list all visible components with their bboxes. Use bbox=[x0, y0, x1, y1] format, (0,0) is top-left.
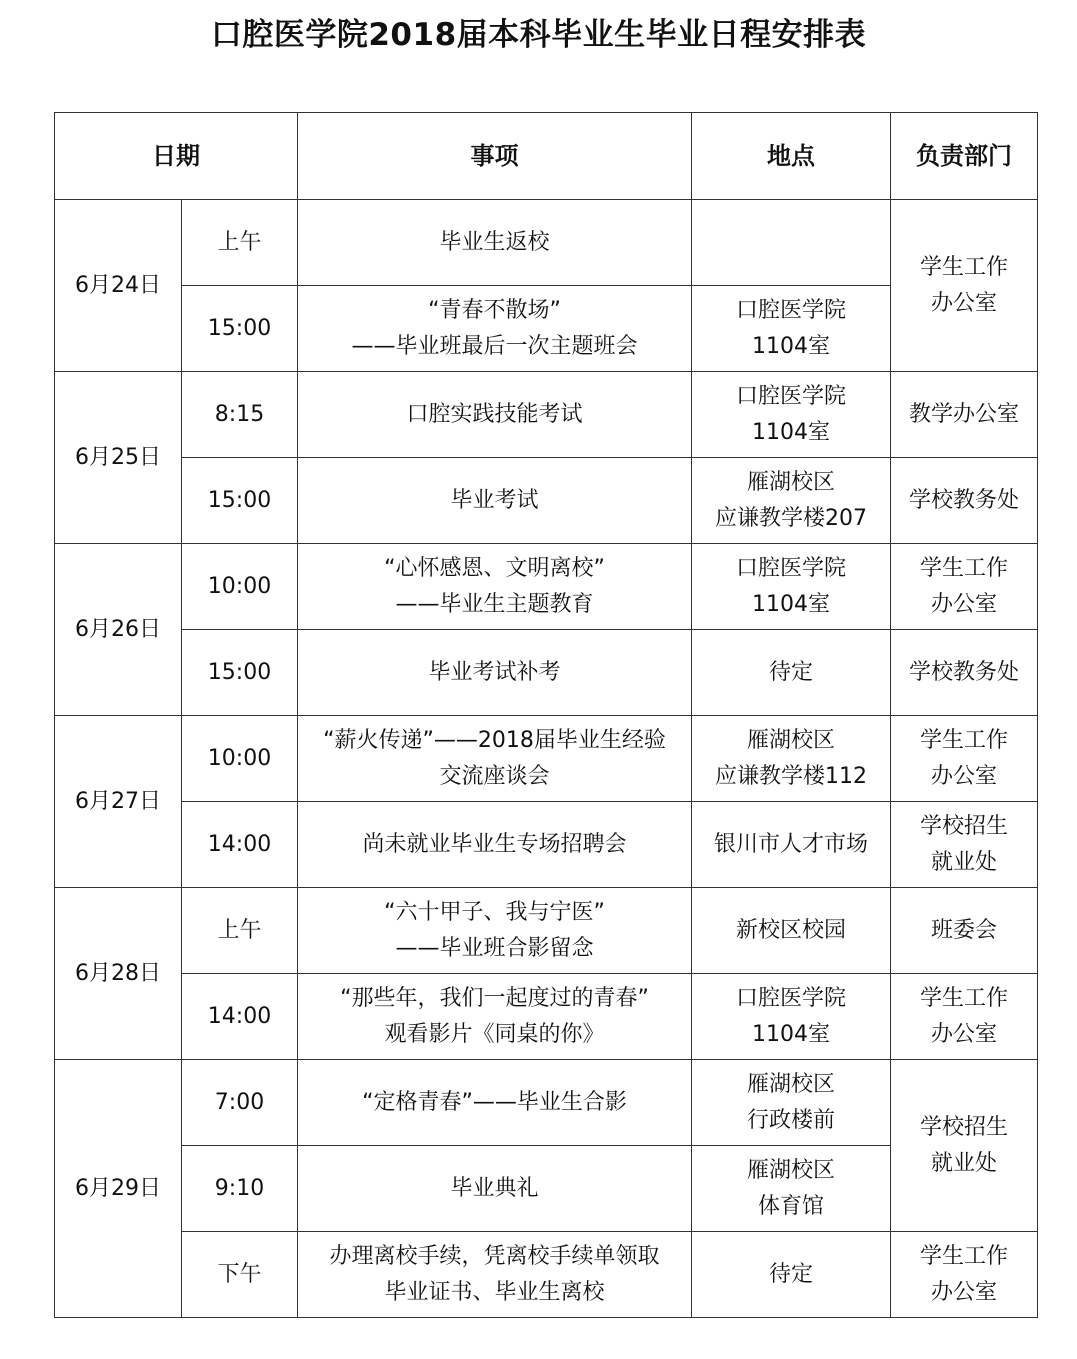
dept-line: 学生工作 bbox=[919, 254, 1008, 280]
table-row bbox=[55, 200, 1038, 286]
location-line: 口腔医学院 bbox=[735, 985, 846, 1011]
location-cell bbox=[692, 1060, 891, 1146]
location-cell bbox=[692, 974, 891, 1060]
header-date: 日期 bbox=[55, 113, 298, 200]
schedule-body bbox=[55, 200, 1038, 1318]
item-cell bbox=[298, 544, 692, 630]
dept-line: 就业处 bbox=[930, 1150, 997, 1176]
dept-cell bbox=[891, 630, 1038, 716]
location-line: 应谦教学楼112 bbox=[715, 763, 867, 789]
location-line: 行政楼前 bbox=[746, 1107, 835, 1133]
item-line: 毕业典礼 bbox=[450, 1175, 539, 1201]
table-row bbox=[55, 974, 1038, 1060]
item-line: 毕业证书、毕业生离校 bbox=[384, 1279, 605, 1305]
dept-cell bbox=[891, 974, 1038, 1060]
item-line: “定格青春”——毕业生合影 bbox=[362, 1089, 627, 1115]
item-line: 毕业考试 bbox=[450, 487, 539, 513]
table-row bbox=[55, 286, 1038, 372]
location-cell bbox=[692, 544, 891, 630]
item-cell bbox=[298, 802, 692, 888]
time-cell: 15:00 bbox=[182, 286, 298, 372]
location-line: 新校区校园 bbox=[735, 917, 846, 943]
item-cell bbox=[298, 1232, 692, 1318]
date-cell: 6月24日 bbox=[55, 200, 182, 372]
dept-cell bbox=[891, 1060, 1038, 1232]
item-cell bbox=[298, 200, 692, 286]
date-cell: 6月25日 bbox=[55, 372, 182, 544]
location-line: 待定 bbox=[768, 1261, 813, 1287]
header-dept: 负责部门 bbox=[891, 113, 1038, 200]
dept-line: 班委会 bbox=[930, 917, 997, 943]
dept-line: 学校招生 bbox=[919, 1114, 1008, 1140]
location-line: 待定 bbox=[768, 659, 813, 685]
table-row bbox=[55, 630, 1038, 716]
table-row bbox=[55, 716, 1038, 802]
dept-line: 办公室 bbox=[930, 1279, 997, 1305]
location-line: 1104室 bbox=[752, 1021, 830, 1047]
item-cell bbox=[298, 888, 692, 974]
date-cell: 6月28日 bbox=[55, 888, 182, 1060]
item-cell bbox=[298, 372, 692, 458]
time-cell: 10:00 bbox=[182, 544, 298, 630]
item-line: 尚未就业毕业生专场招聘会 bbox=[362, 831, 627, 857]
table-row bbox=[55, 888, 1038, 974]
time-cell: 15:00 bbox=[182, 458, 298, 544]
schedule-table bbox=[54, 112, 1038, 1318]
dept-cell bbox=[891, 458, 1038, 544]
table-row bbox=[55, 802, 1038, 888]
item-line: 口腔实践技能考试 bbox=[406, 401, 583, 427]
date-cell: 6月27日 bbox=[55, 716, 182, 888]
item-line: 毕业生返校 bbox=[439, 229, 550, 255]
location-line: 口腔医学院 bbox=[735, 297, 846, 323]
time-cell: 14:00 bbox=[182, 802, 298, 888]
dept-line: 学校教务处 bbox=[908, 487, 1019, 513]
location-line: 雁湖校区 bbox=[746, 1071, 835, 1097]
dept-cell bbox=[891, 716, 1038, 802]
location-line: 银川市人才市场 bbox=[713, 831, 868, 857]
item-line: ——毕业班最后一次主题班会 bbox=[351, 333, 638, 359]
dept-line: 办公室 bbox=[930, 591, 997, 617]
table-row bbox=[55, 1146, 1038, 1232]
location-cell bbox=[692, 458, 891, 544]
item-line: “心怀感恩、文明离校” bbox=[384, 555, 605, 581]
location-line: 雁湖校区 bbox=[746, 727, 835, 753]
location-cell bbox=[692, 286, 891, 372]
dept-cell bbox=[891, 372, 1038, 458]
item-line: “六十甲子、我与宁医” bbox=[384, 899, 605, 925]
dept-line: 学生工作 bbox=[919, 555, 1008, 581]
dept-cell bbox=[891, 1232, 1038, 1318]
location-line: 1104室 bbox=[752, 591, 830, 617]
dept-cell bbox=[891, 888, 1038, 974]
item-line: “青春不散场” bbox=[428, 297, 561, 323]
location-line: 雁湖校区 bbox=[746, 469, 835, 495]
item-line: “薪火传递”——2018届毕业生经验 bbox=[323, 727, 666, 753]
time-cell: 7:00 bbox=[182, 1060, 298, 1146]
date-cell: 6月26日 bbox=[55, 544, 182, 716]
location-cell bbox=[692, 1146, 891, 1232]
location-line: 1104室 bbox=[752, 333, 830, 359]
dept-line: 学校教务处 bbox=[908, 659, 1019, 685]
time-cell: 15:00 bbox=[182, 630, 298, 716]
dept-line: 办公室 bbox=[930, 763, 997, 789]
dept-line: 学生工作 bbox=[919, 985, 1008, 1011]
dept-line: 办公室 bbox=[930, 290, 997, 316]
time-cell: 9:10 bbox=[182, 1146, 298, 1232]
time-cell: 上午 bbox=[182, 200, 298, 286]
item-cell bbox=[298, 1146, 692, 1232]
location-line: 应谦教学楼207 bbox=[715, 505, 867, 531]
item-cell bbox=[298, 630, 692, 716]
time-cell: 上午 bbox=[182, 888, 298, 974]
dept-line: 教学办公室 bbox=[908, 401, 1019, 427]
item-cell bbox=[298, 974, 692, 1060]
dept-cell bbox=[891, 802, 1038, 888]
header-item: 事项 bbox=[298, 113, 692, 200]
item-cell bbox=[298, 1060, 692, 1146]
table-row bbox=[55, 1060, 1038, 1146]
location-cell bbox=[692, 716, 891, 802]
location-cell bbox=[692, 372, 891, 458]
item-line: 观看影片《同桌的你》 bbox=[384, 1021, 605, 1047]
dept-cell bbox=[891, 200, 1038, 372]
location-cell bbox=[692, 200, 891, 286]
page-title: 口腔医学院2018届本科毕业生毕业日程安排表 bbox=[210, 17, 867, 53]
item-line: 办理离校手续，凭离校手续单领取 bbox=[329, 1243, 660, 1269]
table-row bbox=[55, 544, 1038, 630]
item-line: ——毕业生主题教育 bbox=[395, 591, 594, 617]
location-line: 1104室 bbox=[752, 419, 830, 445]
location-line: 口腔医学院 bbox=[735, 383, 846, 409]
dept-line: 学校招生 bbox=[919, 813, 1008, 839]
table-row bbox=[55, 372, 1038, 458]
location-line: 雁湖校区 bbox=[746, 1157, 835, 1183]
time-cell: 8:15 bbox=[182, 372, 298, 458]
time-cell: 10:00 bbox=[182, 716, 298, 802]
dept-line: 学生工作 bbox=[919, 727, 1008, 753]
dept-line: 办公室 bbox=[930, 1021, 997, 1047]
item-line: ——毕业班合影留念 bbox=[395, 935, 594, 961]
dept-line: 就业处 bbox=[930, 849, 997, 875]
item-line: 交流座谈会 bbox=[439, 763, 550, 789]
dept-cell bbox=[891, 544, 1038, 630]
header-location: 地点 bbox=[692, 113, 891, 200]
location-cell bbox=[692, 888, 891, 974]
location-line: 体育馆 bbox=[757, 1193, 824, 1219]
dept-line: 学生工作 bbox=[919, 1243, 1008, 1269]
location-cell bbox=[692, 802, 891, 888]
date-cell: 6月29日 bbox=[55, 1060, 182, 1318]
location-cell bbox=[692, 1232, 891, 1318]
item-line: “那些年，我们一起度过的青春” bbox=[340, 985, 649, 1011]
table-row bbox=[55, 1232, 1038, 1318]
item-cell bbox=[298, 716, 692, 802]
table-row bbox=[55, 458, 1038, 544]
header-row bbox=[55, 113, 1038, 200]
item-line: 毕业考试补考 bbox=[428, 659, 561, 685]
location-line: 口腔医学院 bbox=[735, 555, 846, 581]
location-cell bbox=[692, 630, 891, 716]
item-cell bbox=[298, 458, 692, 544]
time-cell: 14:00 bbox=[182, 974, 298, 1060]
time-cell: 下午 bbox=[182, 1232, 298, 1318]
item-cell bbox=[298, 286, 692, 372]
